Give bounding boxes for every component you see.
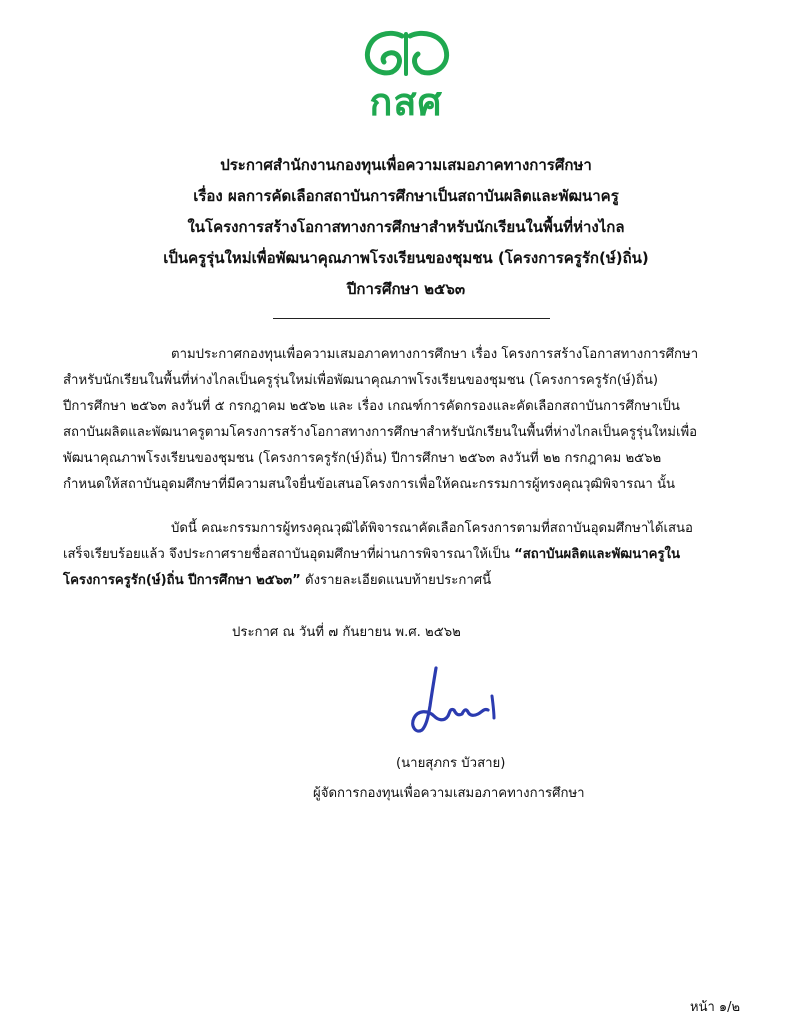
paragraph-2-line: [63, 568, 763, 594]
header-line-4: เป็นครูรุ่นใหม่เพื่อพัฒนาคุณภาพโรงเรียนของชุมชน (โครงการครูรัก(ษ์)ถิ่น): [163, 249, 649, 267]
paragraph-1-line: ปีการศึกษา ๒๕๖๓ ลงวันที่ ๕ กรกฎาคม ๒๕๖๒ และ เรื่อง เกณฑ์การคัดกรองและคัดเลือกสถาบันการศึกษาเป็น: [63, 399, 680, 414]
organization-logo: [350, 28, 462, 128]
paragraph-2-line: บัดนี้ คณะกรรมการผู้ทรงคุณวุฒิได้พิจารณาคัดเลือกโครงการตามที่สถาบันอุดมศึกษาได้เสนอ: [171, 521, 693, 536]
paragraph-1-line: สำหรับนักเรียนในพื้นที่ห่างไกลเป็นครูรุ่นใหม่เพื่อพัฒนาคุณภาพโรงเรียนของชุมชน (โครงการครูรัก(ษ์)ถิ่น): [63, 373, 658, 388]
paragraph-2-text: เสร็จเรียบร้อยแล้ว จึงประกาศรายชื่อสถาบันอุดมศึกษาที่ผ่านการพิจารณาให้เป็น: [63, 547, 515, 562]
header-line-5: ปีการศึกษา ๒๕๖๓: [346, 280, 466, 298]
page-number: หน้า ๑/๒: [690, 1000, 741, 1015]
paragraph-1-line: กำหนดให้สถาบันอุดมศึกษาที่มีความสนใจยื่นข้อเสนอโครงการเพื่อให้คณะกรรมการผู้ทรงคุณวุฒิพิจารณา นั้น: [63, 477, 676, 492]
announcement-date: ประกาศ ณ วันที่ ๗ กันยายน พ.ศ. ๒๕๖๒: [232, 625, 461, 640]
signature-icon: [400, 660, 510, 740]
paragraph-2-text: ดังรายละเอียดแนบท้ายประกาศนี้: [300, 573, 492, 588]
header-divider: [273, 318, 550, 319]
handwritten-signature: [400, 660, 510, 740]
paragraph-2-line: [63, 542, 763, 568]
paragraph-1-line: ตามประกาศกองทุนเพื่อความเสมอภาคทางการศึกษา เรื่อง โครงการสร้างโอกาสทางการศึกษา: [171, 347, 699, 362]
institution-title-emphasis: โครงการครูรัก(ษ์)ถิ่น ปีการศึกษา ๒๕๖๓”: [63, 573, 301, 588]
header-line-3: ในโครงการสร้างโอกาสทางการศึกษาสำหรับนักเรียนในพื้นที่ห่างไกล: [187, 218, 625, 236]
butterfly-leaf-icon: [350, 28, 462, 88]
paragraph-2: [63, 516, 763, 594]
paragraph-1-line: สถาบันผลิตและพัฒนาครูตามโครงการสร้างโอกาสทางการศึกษาสำหรับนักเรียนในพื้นที่ห่างไกลเป็นครูรุ่นใหม่เพื่อ: [63, 425, 698, 440]
paragraph-1: [63, 342, 763, 498]
header-line-1: ประกาศสำนักงานกองทุนเพื่อความเสมอภาคทางการศึกษา: [220, 156, 592, 174]
signatory-name: (นายสุภกร บัวสาย): [396, 756, 506, 771]
header-line-2: เรื่อง ผลการคัดเลือกสถาบันการศึกษาเป็นสถาบันผลิตและพัฒนาครู: [193, 187, 619, 205]
announcement-header: [60, 150, 752, 305]
signatory-title: ผู้จัดการกองทุนเพื่อความเสมอภาคทางการศึกษา: [313, 786, 585, 801]
logo-text: กสศ: [369, 80, 443, 124]
institution-title-emphasis: “สถาบันผลิตและพัฒนาครูใน: [514, 547, 680, 562]
paragraph-1-line: พัฒนาคุณภาพโรงเรียนของชุมชน (โครงการครูรัก(ษ์)ถิ่น) ปีการศึกษา ๒๕๖๓ ลงวันที่ ๒๒ กรกฎาคม ๒๕๖๒: [63, 451, 662, 466]
